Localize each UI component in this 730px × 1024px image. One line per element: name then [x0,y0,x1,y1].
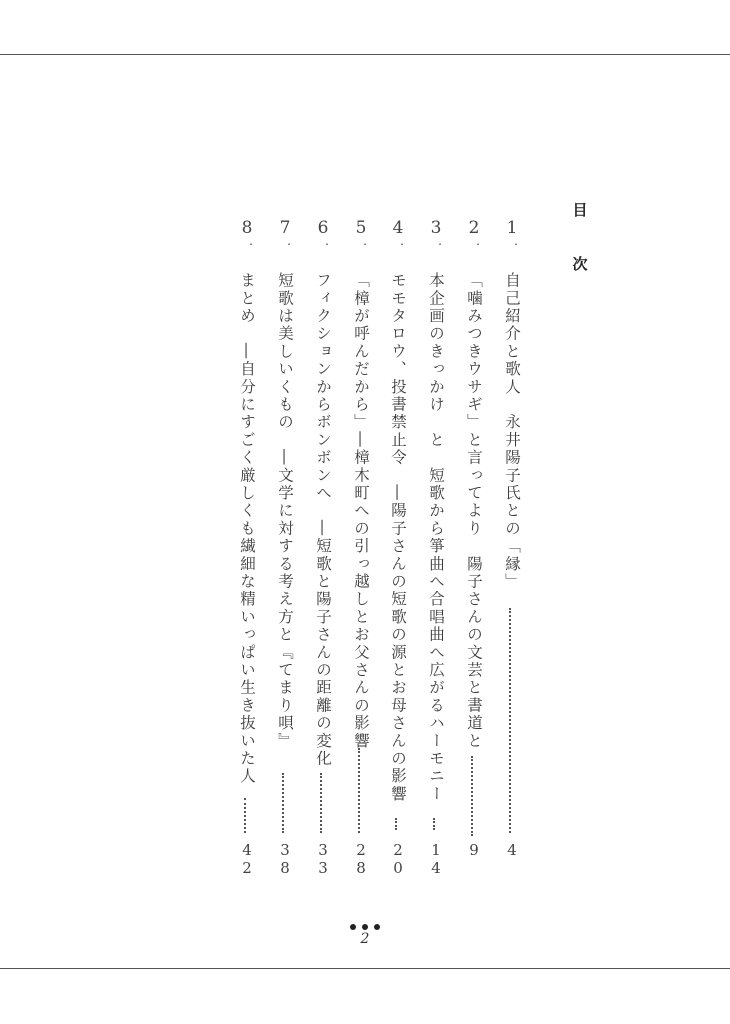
entry-title: モモタロウ、投書禁止令 ―陽子さんの短歌の源とお母さんの影響 [389,272,407,803]
toc-entry-5[interactable] [349,218,373,878]
top-rule [0,54,730,55]
entry-title: フィクションからボンボンへ ―短歌と陽子さんの距離の変化 [314,272,332,768]
entry-page-number: 4 [507,841,517,859]
toc-entry-1[interactable] [500,218,524,878]
entry-page-number: 1 4 [431,841,441,877]
toc-heading [570,200,590,274]
dot-leader [320,773,328,833]
entry-page-number: 2 8 [356,841,366,877]
dot-leader [358,748,366,833]
entry-title: 短歌は美しいくもの ―文学に対する考え方と『てまり唄』 [276,272,294,750]
dot-leader [433,818,441,830]
bottom-rule [0,968,730,969]
entry-title: まとめ ―自分にすごく厳しくも繊細な精いっぱい生き抜いた人 [238,272,256,786]
dot-leader [471,756,479,836]
page-number: 2 [360,931,370,947]
entry-number: 7 . [279,218,291,248]
page-folio [340,924,390,946]
entry-title: 本企画のきっかけ と 短歌から箏曲へ合唱曲へ広がるハーモニー [427,272,445,803]
dot-leader [244,798,252,833]
entry-page-number: 3 3 [318,841,328,877]
entry-number: 5 . [355,218,367,248]
entry-number: 4 . [392,218,404,248]
toc-heading-char-1: 目 [572,201,588,219]
dot-leader [282,773,290,833]
toc-entry-2[interactable] [462,218,486,878]
toc-heading-char-2: 次 [572,255,588,273]
toc-entry-3[interactable] [424,218,448,878]
entry-number: 8 . [241,218,253,248]
toc-entry-6[interactable] [311,218,335,878]
entry-title: 自己紹介と歌人 永井陽子氏との「縁」 [503,272,521,591]
entry-page-number: 3 8 [280,841,290,877]
toc-entry-8[interactable] [235,218,259,878]
entry-title: 「噛みつきウサギ」と言ってより 陽子さんの文芸と書道と [465,272,483,750]
toc-entry-4[interactable] [386,218,410,878]
dot-leader [395,818,403,830]
entry-number: 3 . [430,218,442,248]
entry-page-number: 9 [469,841,479,859]
entry-number: 2 . [468,218,480,248]
entry-page-number: 2 0 [393,841,403,877]
entry-number: 1 . [506,218,518,248]
dot-leader [509,608,517,833]
entry-page-number: 4 2 [242,841,252,877]
entry-number: 6 . [317,218,329,248]
folio-dots-ornament [340,924,390,930]
toc-entry-7[interactable] [273,218,297,878]
entry-title: 「樟が呼んだから」―樟木町への引っ越しとお父さんの影響 [352,272,370,750]
